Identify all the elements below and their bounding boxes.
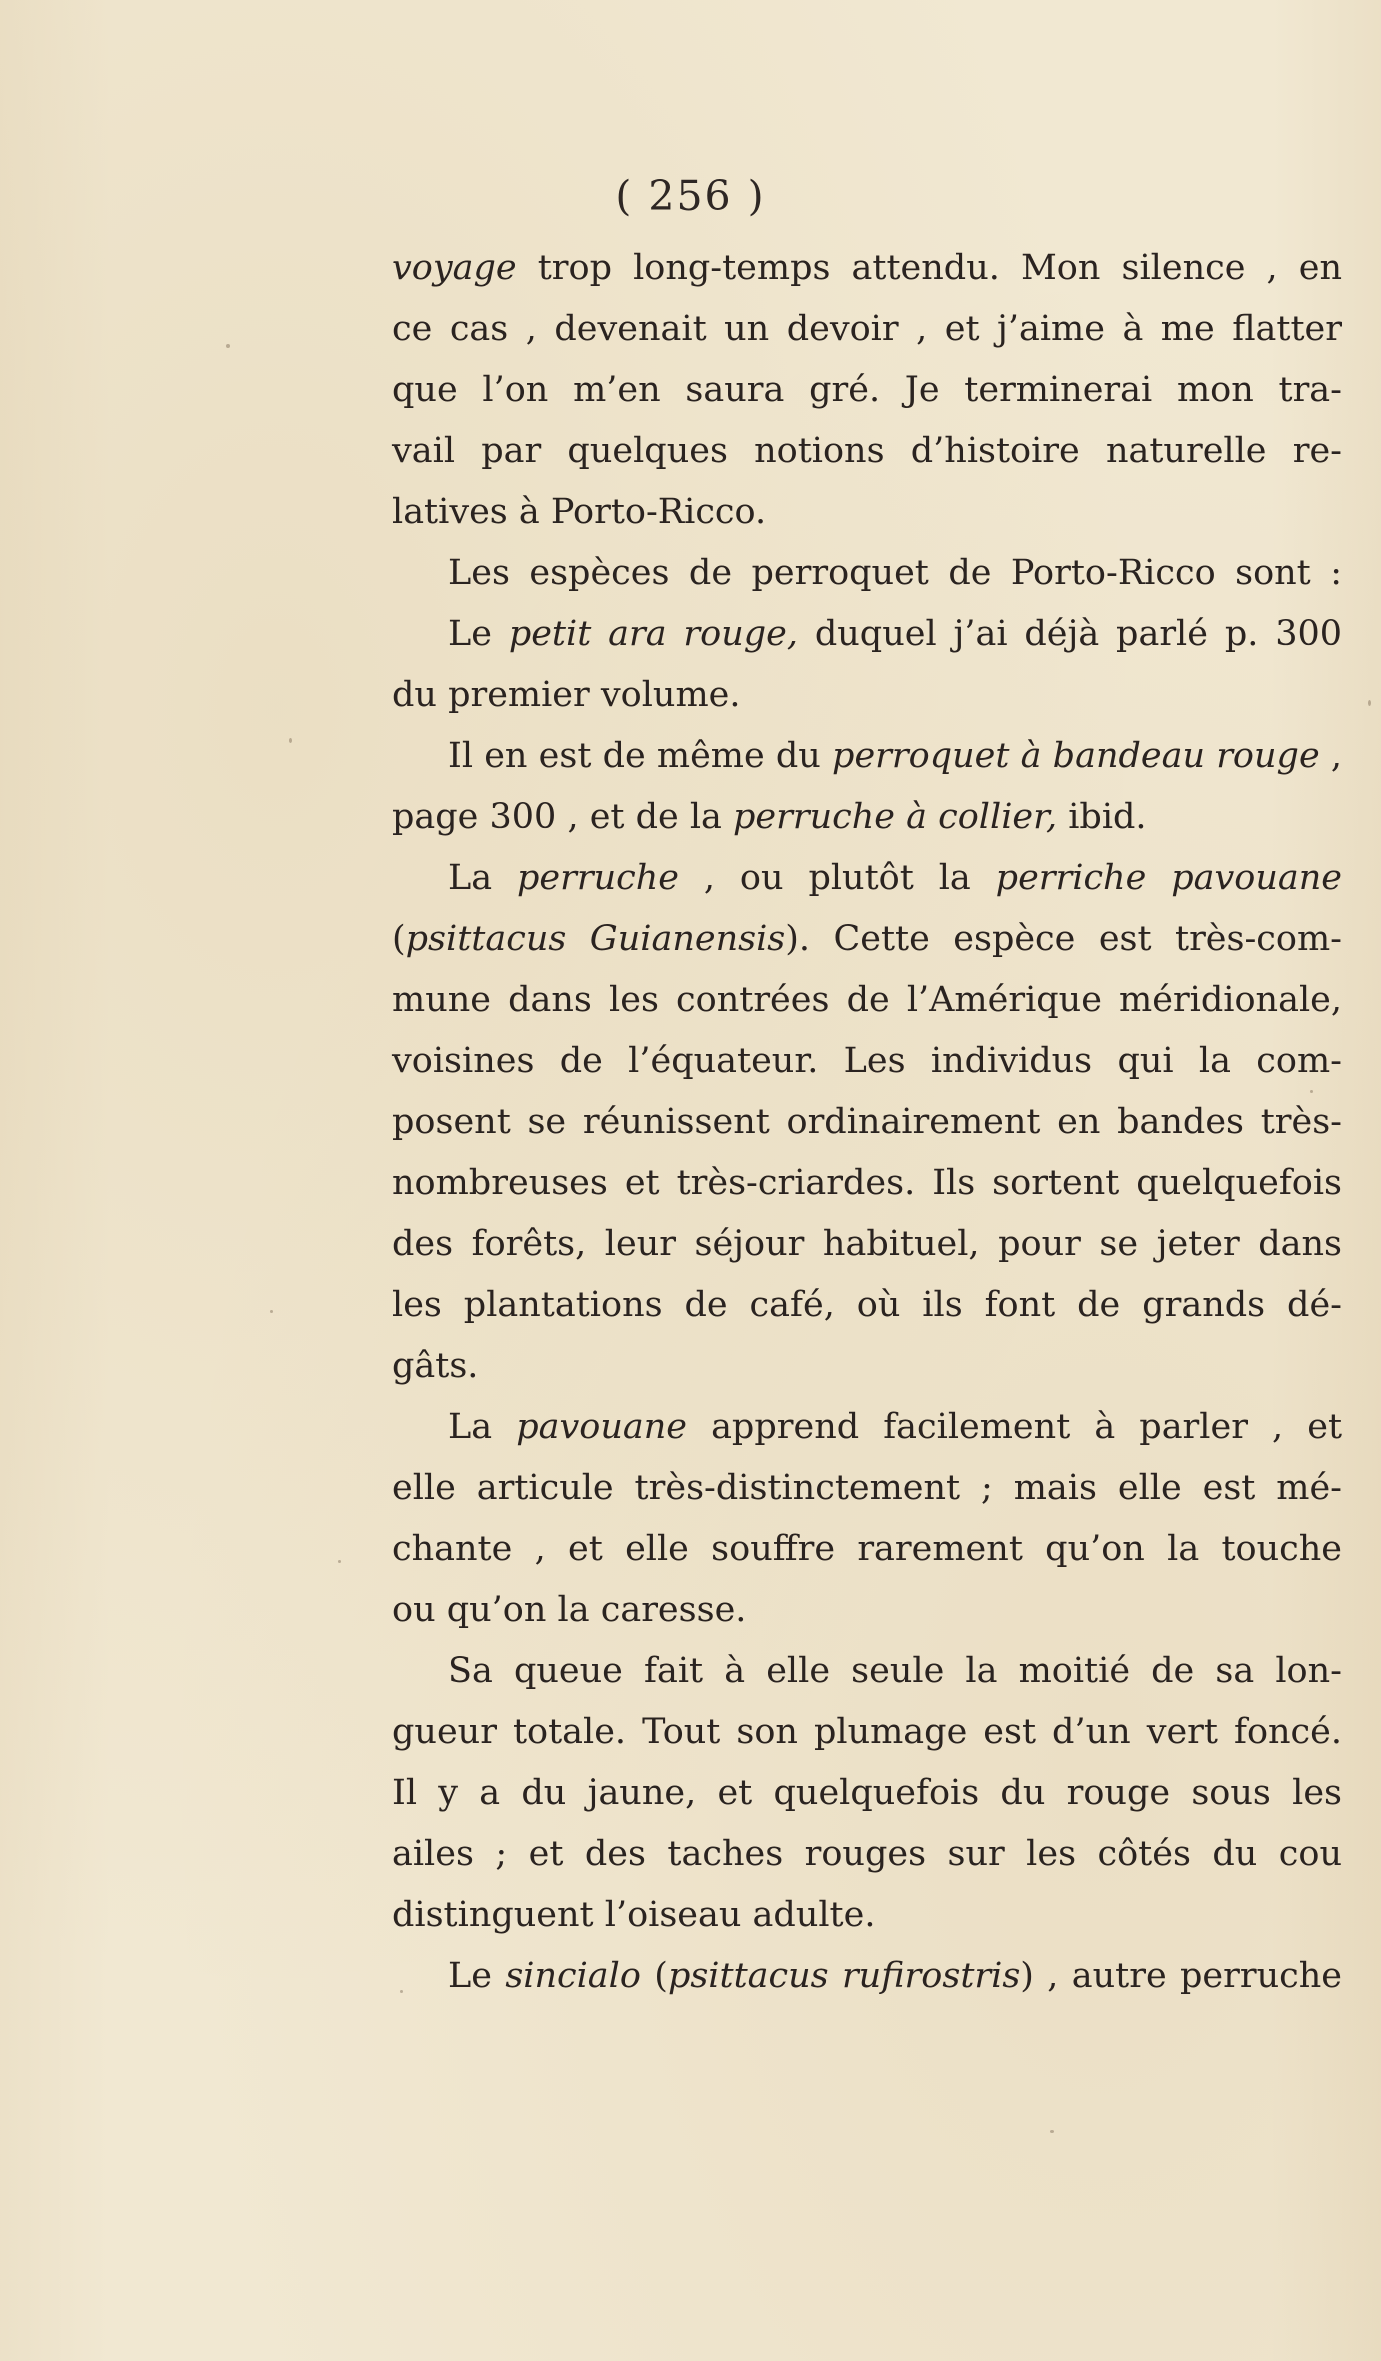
text-line [392,1336,1342,1397]
text-span: nombreuses et très-criardes. Ils sortent quelquefois [392,1163,1342,1203]
italic-span: perriche pavouane [995,858,1342,898]
text-span: vail par quelques notions d’histoire naturelle re- [392,431,1342,471]
body-text [392,238,1342,2007]
text-span: page 300 , et de la [392,797,734,837]
text-span: apprend facilement à parler , et [686,1407,1343,1447]
text-line [392,787,1342,848]
text-span: elle articule très-distinctement ; mais elle est mé- [392,1468,1342,1508]
text-line [392,1092,1342,1153]
text-line [392,604,1342,665]
text-line [392,421,1342,482]
italic-span: perroquet à bandeau rouge [832,736,1320,776]
text-span: posent se réunissent ordinairement en bandes très- [392,1102,1342,1142]
text-line [392,1702,1342,1763]
text-span: La [448,1407,517,1447]
text-line [392,1824,1342,1885]
text-line [392,726,1342,787]
paper-speck [226,344,230,348]
italic-span: pavouane [516,1407,687,1447]
text-line [392,1275,1342,1336]
paper-speck [338,1560,341,1563]
italic-span: petit ara rouge, [508,614,798,654]
text-line [392,360,1342,421]
paper-speck [1050,2130,1054,2133]
text-span: mune dans les contrées de l’Amérique méridionale, [392,980,1342,1020]
text-span: voisines de l’équateur. Les individus qui la com- [392,1041,1342,1081]
text-span: Le [448,1956,506,1996]
paper-speck [1310,1090,1313,1093]
text-span: ) , autre perruche [1020,1956,1342,1996]
text-span: chante , et elle souffre rarement qu’on la touche [392,1529,1342,1569]
paper-speck [289,738,292,743]
text-span: gueur totale. Tout son plumage est d’un vert foncé. [392,1712,1342,1752]
text-line [392,1031,1342,1092]
text-span: distinguent l’oiseau adulte. [392,1895,876,1935]
text-span: ailes ; et des taches rouges sur les côtés du cou [392,1834,1342,1874]
text-line [392,909,1342,970]
text-span: trop long-temps attendu. Mon silence , en [516,248,1342,288]
italic-span: perruche à collier, [733,797,1058,837]
text-line [392,970,1342,1031]
text-span: Il y a du jaune, et quelquefois du rouge sous les [392,1773,1342,1813]
text-line [392,665,1342,726]
italic-span: sincialo [505,1956,641,1996]
text-line [392,1885,1342,1946]
text-span: des forêts, leur séjour habituel, pour se jeter dans [392,1224,1342,1264]
text-line [392,482,1342,543]
text-span: Le [448,614,509,654]
paper-speck [720,1480,723,1484]
text-span: que l’on m’en saura gré. Je terminerai mon tra- [392,370,1342,410]
text-span: La [448,858,518,898]
text-line [392,1214,1342,1275]
text-span: du premier volume. [392,675,741,715]
italic-span: psittacus rufirostris [667,1956,1021,1996]
text-span: ( [392,919,406,959]
text-span: ( [640,1956,668,1996]
text-span: Il en est de même du [448,736,833,776]
text-line [392,1946,1342,2007]
text-span: Les espèces de perroquet de Porto-Ricco sont : [448,553,1342,593]
text-span: ou qu’on la caresse. [392,1590,747,1630]
text-span: les plantations de café, où ils font de grands dé- [392,1285,1342,1325]
text-span: Sa queue fait à elle seule la moitié de sa lon- [448,1651,1342,1691]
text-line [392,1641,1342,1702]
italic-span: psittacus Guianensis [405,919,786,959]
text-line [392,848,1342,909]
text-line [392,1763,1342,1824]
text-span: gâts. [392,1346,479,1386]
text-span: ). Cette espèce est très-com- [785,919,1342,959]
text-line [392,1458,1342,1519]
text-line [392,1153,1342,1214]
text-line [392,543,1342,604]
paper-speck [270,1310,273,1313]
text-line [392,1580,1342,1641]
paper-speck [1368,700,1371,706]
text-line [392,1519,1342,1580]
text-span: duquel j’ai déjà parlé p. 300 [798,614,1342,654]
text-span: latives à Porto-Ricco. [392,492,767,532]
italic-span: voyage [392,248,517,288]
italic-span: perruche [517,858,679,898]
text-span: , [1319,736,1342,776]
text-span: , ou plutôt la [679,858,996,898]
paper-speck [400,1990,403,1993]
text-line [392,1397,1342,1458]
text-line [392,238,1342,299]
text-line [392,299,1342,360]
page-number: ( 256 ) [615,172,766,220]
text-span: ce cas , devenait un devoir , et j’aime à me flatter [392,309,1342,349]
text-span: ibid. [1057,797,1147,837]
